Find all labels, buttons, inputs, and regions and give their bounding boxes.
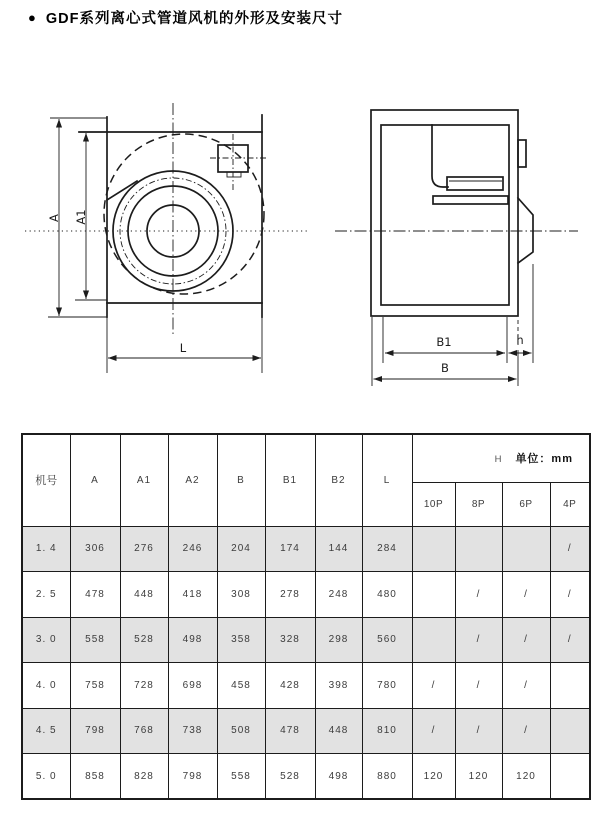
table-cell: 174 (265, 526, 315, 572)
table-cell (455, 526, 502, 572)
table-cell: / (502, 617, 550, 663)
table-cell: 698 (168, 663, 217, 709)
pole-column-header-10p: 10P (412, 482, 455, 526)
table-cell: 120 (455, 754, 502, 800)
table-cell: 560 (362, 617, 412, 663)
table-cell: 398 (315, 663, 362, 709)
table-cell: 428 (265, 663, 315, 709)
table-cell: 284 (362, 526, 412, 572)
bullet-icon: ● (28, 9, 36, 25)
table-cell: 120 (502, 754, 550, 800)
column-header-model: 机号 (22, 434, 70, 526)
dimension-a1-label: A1 (74, 209, 88, 225)
table-cell: 738 (168, 708, 217, 754)
table-row (22, 526, 590, 572)
pole-column-header-4p: 4P (550, 482, 590, 526)
dimension-b-label: B (441, 361, 449, 375)
table-cell: / (455, 708, 502, 754)
table-cell: 328 (265, 617, 315, 663)
table-cell: 758 (70, 663, 120, 709)
h-column-label: H (494, 454, 502, 466)
table-cell: 828 (120, 754, 168, 800)
table-cell: 780 (362, 663, 412, 709)
table-cell (502, 526, 550, 572)
duct-flange-tab (518, 140, 526, 167)
motor-plate (447, 177, 503, 190)
motor-cover-bulge (518, 198, 533, 263)
table-header-row (22, 434, 590, 482)
pole-column-header-8p: 8P (455, 482, 502, 526)
table-cell: 308 (217, 572, 265, 618)
table-cell: 1. 4 (22, 526, 70, 572)
table-cell: 798 (70, 708, 120, 754)
table-cell: / (455, 572, 502, 618)
table-cell (550, 754, 590, 800)
side-outer-casing (371, 110, 518, 316)
table-cell: 448 (120, 572, 168, 618)
dimension-b1-label: B1 (436, 335, 452, 349)
unit-label: 单位：mm (515, 453, 573, 466)
table-cell: / (455, 617, 502, 663)
table-cell: 204 (217, 526, 265, 572)
table-cell: 458 (217, 663, 265, 709)
front-view-drawing (25, 103, 307, 373)
table-cell: 880 (362, 754, 412, 800)
table-cell: 248 (315, 572, 362, 618)
table-cell: 728 (120, 663, 168, 709)
table-cell: 278 (265, 572, 315, 618)
table-cell: 306 (70, 526, 120, 572)
table-cell: 478 (265, 708, 315, 754)
column-header-a1: A1 (120, 434, 168, 526)
column-header-l: L (362, 434, 412, 526)
side-view-drawing (335, 110, 578, 386)
table-cell: 498 (315, 754, 362, 800)
table-cell: 246 (168, 526, 217, 572)
column-header-b2: B2 (315, 434, 362, 526)
table-cell: 480 (362, 572, 412, 618)
table-cell: / (502, 663, 550, 709)
column-header-a: A (70, 434, 120, 526)
table-cell: 276 (120, 526, 168, 572)
page-title-text: GDF系列离心式管道风机的外形及安装尺寸 (45, 11, 343, 27)
column-header-a2: A2 (168, 434, 217, 526)
table-cell: 798 (168, 754, 217, 800)
mount-base-plate (433, 196, 508, 204)
table-cell: 4. 0 (22, 663, 70, 709)
table-cell: 508 (217, 708, 265, 754)
dimension-l-label: L (179, 341, 187, 355)
table-cell: 2. 5 (22, 572, 70, 618)
table-row (22, 663, 590, 709)
dimension-table (21, 433, 591, 800)
dimension-table-body (22, 526, 590, 799)
table-cell: 768 (120, 708, 168, 754)
table-cell: / (550, 617, 590, 663)
table-cell (550, 708, 590, 754)
table-cell: / (412, 708, 455, 754)
table-row (22, 708, 590, 754)
table-cell (412, 572, 455, 618)
table-cell: 528 (265, 754, 315, 800)
column-header-b: B (217, 434, 265, 526)
pole-column-header-6p: 6P (502, 482, 550, 526)
table-cell: 498 (168, 617, 217, 663)
column-header-b1: B1 (265, 434, 315, 526)
dimension-h-label: h (516, 333, 524, 347)
table-row (22, 754, 590, 800)
table-cell: 5. 0 (22, 754, 70, 800)
table-cell: / (550, 572, 590, 618)
table-cell: 448 (315, 708, 362, 754)
table-cell: / (412, 663, 455, 709)
table-cell: 858 (70, 754, 120, 800)
table-cell (412, 617, 455, 663)
table-cell: / (502, 572, 550, 618)
dimension-a-label: A (47, 214, 61, 222)
table-cell: 298 (315, 617, 362, 663)
table-cell: 418 (168, 572, 217, 618)
impeller-partition (432, 125, 448, 187)
table-cell: 478 (70, 572, 120, 618)
table-cell: 528 (120, 617, 168, 663)
table-row (22, 617, 590, 663)
table-cell: 558 (70, 617, 120, 663)
table-cell: / (550, 526, 590, 572)
table-cell: 558 (217, 754, 265, 800)
table-row (22, 572, 590, 618)
table-cell: 4. 5 (22, 708, 70, 754)
table-cell: / (502, 708, 550, 754)
table-cell (412, 526, 455, 572)
table-cell: 120 (412, 754, 455, 800)
table-cell: 810 (362, 708, 412, 754)
table-cell: / (455, 663, 502, 709)
unit-header-cell (412, 434, 590, 482)
side-inner-casing (381, 125, 509, 305)
table-cell: 144 (315, 526, 362, 572)
table-cell (550, 663, 590, 709)
table-cell: 3. 0 (22, 617, 70, 663)
table-cell: 358 (217, 617, 265, 663)
